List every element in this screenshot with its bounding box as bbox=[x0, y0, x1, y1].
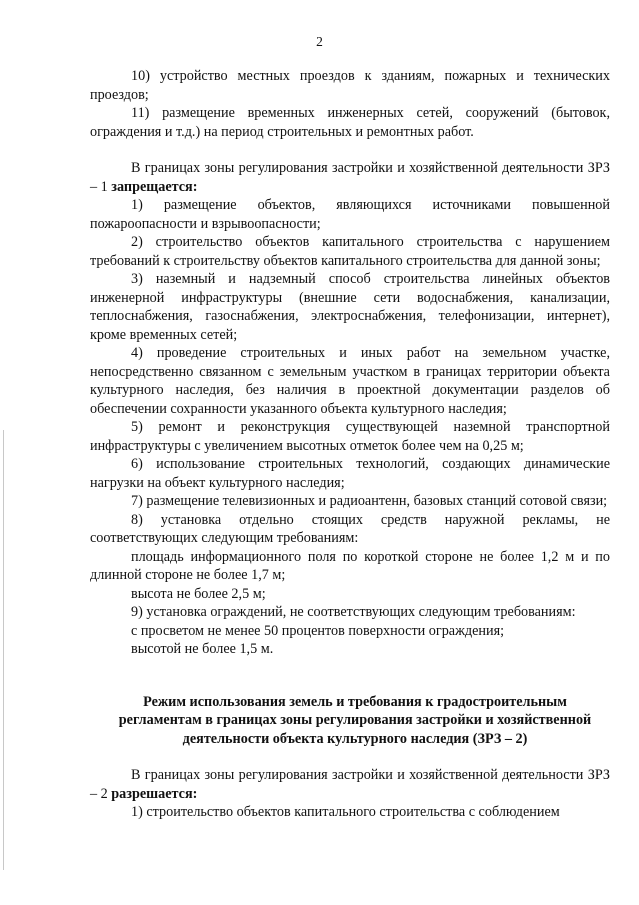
zrz2-intro-bold: разрешается: bbox=[111, 785, 198, 802]
heading-line: Режим использования земель и требования к градостроительным bbox=[143, 693, 567, 710]
zrz1-intro bbox=[90, 159, 610, 196]
list-item: 10) устройство местных проездов к зданиям, пожарных и технических проездов; bbox=[90, 68, 610, 103]
list-item: 8) установка отдельно стоящих средств наружной рекламы, не соответствующих следующим требованиям: bbox=[90, 511, 610, 546]
zrz1-intro-bold: запрещается: bbox=[111, 178, 198, 195]
list-item: 5) ремонт и реконструкция существующей наземной транспортной инфраструктуры с увеличением высотных отметок более чем на 0,25 м; bbox=[90, 419, 610, 454]
page-number: 2 bbox=[316, 34, 323, 49]
zrz1-intro-text: В границах зоны регулирования застройки и хозяйственной деятельности ЗРЗ – 1 bbox=[90, 160, 610, 195]
requirement-item: с просветом не менее 50 процентов поверхности ограждения; bbox=[131, 622, 505, 639]
list-item: 9) установка ограждений, не соответствующих следующим требованиям: bbox=[131, 604, 576, 620]
list-item: 7) размещение телевизионных и радиоантенн, базовых станций сотовой связи; bbox=[131, 493, 608, 509]
heading-line: деятельности объекта культурного наследия (ЗРЗ – 2) bbox=[182, 730, 528, 747]
document-body bbox=[90, 67, 610, 822]
list-item: 11) размещение временных инженерных сетей, сооружений (бытовок, ограждения и т.д.) на период строительных и ремонтных работ. bbox=[90, 105, 610, 140]
section-heading bbox=[90, 693, 610, 749]
requirement-item: высота не более 2,5 м; bbox=[131, 585, 266, 602]
requirement-item: площадь информационного поля по короткой стороне не более 1,2 м и по длинной стороне не более 1,7 м; bbox=[90, 548, 610, 583]
heading-line: регламентам в границах зоны регулирования застройки и хозяйственной bbox=[118, 712, 592, 728]
zrz2-intro bbox=[90, 766, 610, 803]
list-item: 4) проведение строительных и иных работ на земельном участке, непосредственно связанном с земельным участком в границах территории объекта культурного наследия, без наличия в проектной документации разделов об обеспечении сохранности указанного объекта культурного наследия; bbox=[90, 345, 610, 417]
list-item: 6) использование строительных технологий, создающих динамические нагрузки на объект культурного наследия; bbox=[90, 456, 610, 491]
zrz2-intro-text: В границах зоны регулирования застройки и хозяйственной деятельности ЗРЗ – 2 bbox=[90, 767, 610, 802]
list-item: 3) наземный и надземный способ строительства линейных объектов инженерной инфраструктуры (внешние сети водоснабжения, канализации, теплоснабжения, газоснабжения, электроснабжения, телефонизации, интернет), кроме временных сетей; bbox=[90, 271, 610, 343]
requirement-item: высотой не более 1,5 м. bbox=[131, 641, 274, 657]
list-item: 2) строительство объектов капитального строительства с нарушением требований к строительству объектов капитального строительства для данной зоны; bbox=[90, 234, 610, 269]
scan-margin-line bbox=[3, 430, 4, 870]
list-item: 1) строительство объектов капитального строительства с соблюдением bbox=[131, 804, 560, 820]
list-item: 1) размещение объектов, являющихся источниками повышенной пожароопасности и взрывоопасности; bbox=[90, 197, 610, 232]
